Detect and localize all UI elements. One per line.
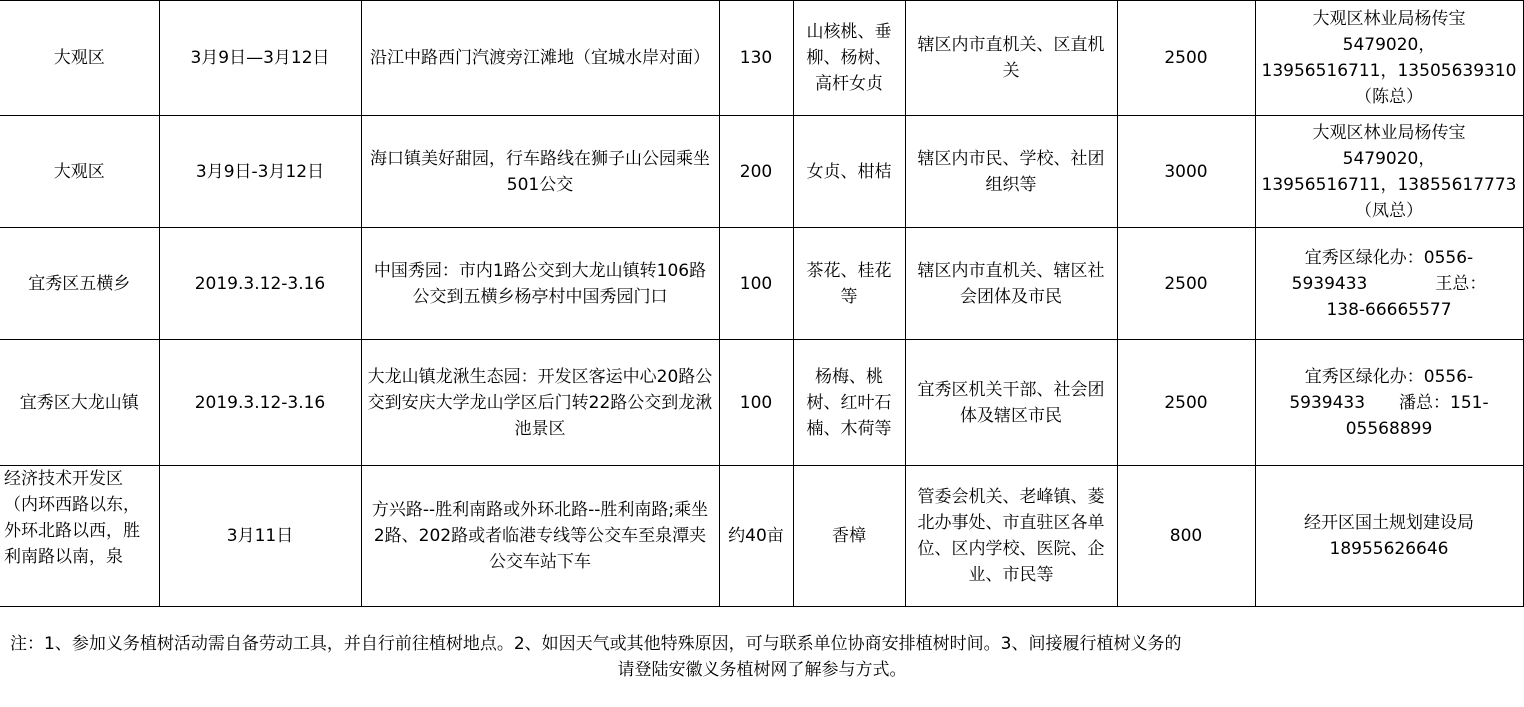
participants-cell: 宜秀区机关干部、社会团体及辖区市民 [905,340,1117,466]
contact-line: 宜秀区绿化办：0556- [1304,366,1474,387]
location-cell: 海口镇美好甜园，行车路线在狮子山公园乘坐501公交 [361,116,719,228]
species-cell: 茶花、桂花等 [793,228,905,340]
district-text: 经济技术开发区（内环西路以东，外环北路以西，胜利南路以南，泉 [4,469,140,567]
contact-cell [1255,1,1523,116]
area-cell: 130 [719,1,793,116]
species-cell: 香樟 [793,466,905,607]
contact-cell [1255,228,1523,340]
table-row [0,1,1523,116]
district-cell: 大观区 [0,1,159,116]
contact-line: 大观区林业局杨传宝 [1312,122,1466,143]
area-cell: 100 [719,340,793,466]
location-cell: 沿江中路西门汽渡旁江滩地（宜城水岸对面） [361,1,719,116]
species-cell: 女贞、柑桔 [793,116,905,228]
contact-line: 5939433 王总： [1291,273,1487,294]
contact-line: 18955626646 [1329,539,1449,559]
footnote-line: 请登陆安徽义务植树网了解参与方式。 [617,660,907,680]
location-cell: 中国秀园：市内1路公交到大龙山镇转106路公交到五横乡杨亭村中国秀园门口 [361,228,719,340]
participants-cell: 辖区内市民、学校、社团组织等 [905,116,1117,228]
participants-cell: 辖区内市直机关、区直机关 [905,1,1117,116]
participants-cell: 辖区内市直机关、辖区社会团体及市民 [905,228,1117,340]
table-row [0,228,1523,340]
area-cell: 200 [719,116,793,228]
count-cell: 2500 [1117,340,1255,466]
footnote-line: 注：1、参加义务植树活动需自备劳动工具，并自行前往植树地点。2、如因天气或其他特殊原因，可与联系单位协商安排植树时间。3、间接履行植树义务的 [10,634,1182,654]
contact-line: 05568899 [1345,418,1433,439]
contact-cell [1255,340,1523,466]
table-row [0,340,1523,466]
area-cell: 100 [719,228,793,340]
contact-line: 138-66665577 [1326,299,1452,320]
contact-line: 13956516711，13855617773 [1261,174,1517,195]
table-row [0,466,1523,607]
table-row [0,116,1523,228]
district-cell: 宜秀区大龙山镇 [0,340,159,466]
contact-line: 5479020， [1342,35,1436,55]
participants-cell: 管委会机关、老峰镇、菱北办事处、市直驻区各单位、区内学校、医院、企业、市民等 [905,466,1117,607]
date-cell: 2019.3.12-3.16 [159,228,361,340]
location-cell: 大龙山镇龙湫生态园：开发区客运中心20路公交到安庆大学龙山学区后门转22路公交到龙湫池景区 [361,340,719,466]
date-cell: 2019.3.12-3.16 [159,340,361,466]
date-cell: 3月9日—3月12日 [159,1,361,116]
species-cell: 杨梅、桃树、红叶石楠、木荷等 [793,340,905,466]
contact-line: （凤总） [1355,200,1423,221]
count-cell: 800 [1117,466,1255,607]
count-cell: 3000 [1117,116,1255,228]
contact-line: （陈总） [1355,87,1423,107]
contact-line: 大观区林业局杨传宝 [1312,9,1466,29]
contact-cell [1255,116,1523,228]
species-cell: 山核桃、垂柳、杨树、高杆女贞 [793,1,905,116]
location-cell: 方兴路--胜利南路或外环北路--胜利南路;乘坐2路、202路或者临港专线等公交车至泉潭夹公交车站下车 [361,466,719,607]
district-cell: 宜秀区五横乡 [0,228,159,340]
count-cell: 2500 [1117,228,1255,340]
district-cell [0,466,159,607]
contact-line: 宜秀区绿化办：0556- [1304,247,1474,268]
contact-line: 5939433 潘总：151- [1289,392,1489,413]
contact-cell [1255,466,1523,607]
date-cell: 3月11日 [159,466,361,607]
count-cell: 2500 [1117,1,1255,116]
area-cell: 约40亩 [719,466,793,607]
contact-line: 13956516711，13505639310 [1261,61,1517,81]
contact-line: 经开区国土规划建设局 [1304,513,1474,533]
date-cell: 3月9日-3月12日 [159,116,361,228]
district-cell: 大观区 [0,116,159,228]
footnote [0,607,1524,707]
contact-line: 5479020， [1342,148,1436,169]
